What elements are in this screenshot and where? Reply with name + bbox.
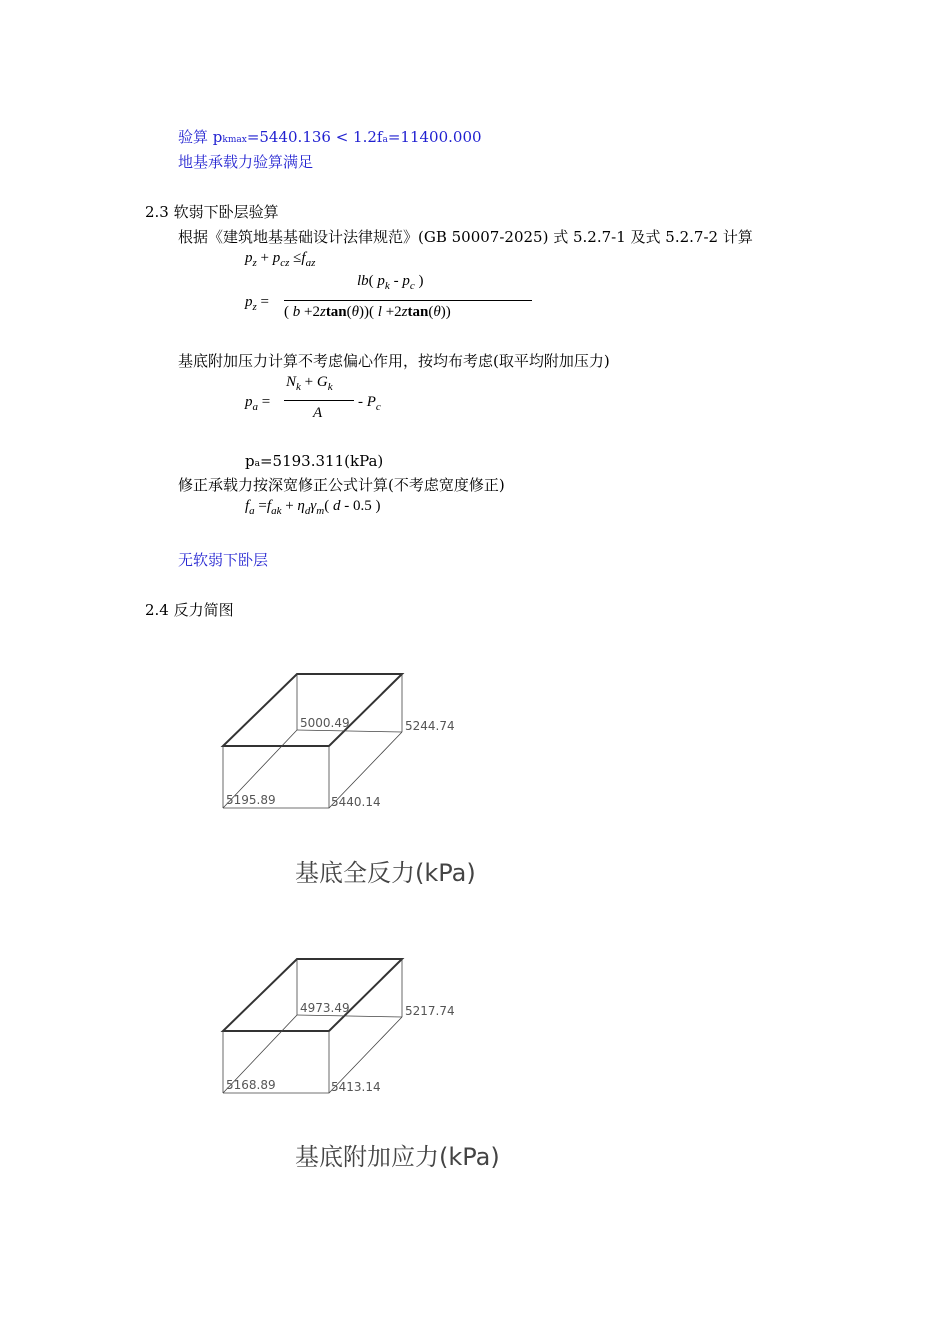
check-result: 地基承载力验算满足 [178, 153, 314, 171]
diagram-caption: 基底全反力(kPa) [295, 859, 476, 887]
formula-pz-pcz: $p_z + p_{cz} \le f_{az}$ [245, 250, 316, 269]
formula-pz-denominator: ( b +2ztan(θ))( l +2ztan(θ)) [284, 304, 451, 320]
value-front-left: 5168.89 [226, 1078, 276, 1092]
formula-pa-numerator: $N_k + G_k$ [286, 374, 333, 393]
formula-pz-numerator: lb( $p_k - p_c$ ) [357, 273, 424, 292]
section-heading-2-4: 2.4 反力简图 [145, 601, 234, 619]
check-sub-kmax: kmax [222, 135, 247, 145]
fraction-line [284, 400, 354, 401]
section-heading-2-3: 2.3 软弱下卧层验算 [145, 203, 279, 221]
formula-pa-rhs: - $P_c$ [358, 394, 381, 413]
check-sub-a: a [382, 135, 388, 145]
pa-value: pa=5193.311(kPa) [245, 452, 384, 470]
check-line [178, 128, 482, 149]
formula-pz-lhs: $p_z$ = [245, 294, 269, 313]
value-back-right: 5217.74 [405, 1004, 455, 1018]
value-back-left: 4973.49 [300, 1001, 350, 1015]
value-front-right: 5440.14 [331, 795, 381, 809]
formula-fa: $f_a =f_{ak} + \eta_d\gamma_m$( d - 0.5 ) [245, 498, 381, 517]
value-front-left: 5195.89 [226, 793, 276, 807]
value-back-left: 5000.49 [300, 716, 350, 730]
value-back-right: 5244.74 [405, 719, 455, 733]
reaction-diagram-total [0, 660, 500, 900]
formula-pa-denominator: A [313, 405, 323, 421]
formula-pa-lhs: $p_a$ = [245, 394, 271, 413]
additional-pressure-note: 基底附加压力计算不考虑偏心作用，按均布考虑(取平均附加压力) [178, 352, 610, 370]
fraction-line [284, 300, 532, 301]
check-mid: =5440.136 < 1.2f [246, 128, 383, 146]
check-prefix: 验算 p [178, 128, 223, 146]
value-front-right: 5413.14 [331, 1080, 381, 1094]
correction-note: 修正承载力按深宽修正公式计算(不考虑宽度修正) [178, 476, 505, 494]
basis-text: 根据《建筑地基基础设计法律规范》(GB 50007-2025) 式 5.2.7-1 及式 5.2.7-2 计算 [178, 228, 753, 246]
reaction-diagram-additional [0, 945, 500, 1185]
weak-layer-result: 无软弱下卧层 [178, 551, 269, 569]
diagram-caption: 基底附加应力(kPa) [295, 1143, 500, 1171]
check-suffix: =11400.000 [387, 128, 482, 146]
